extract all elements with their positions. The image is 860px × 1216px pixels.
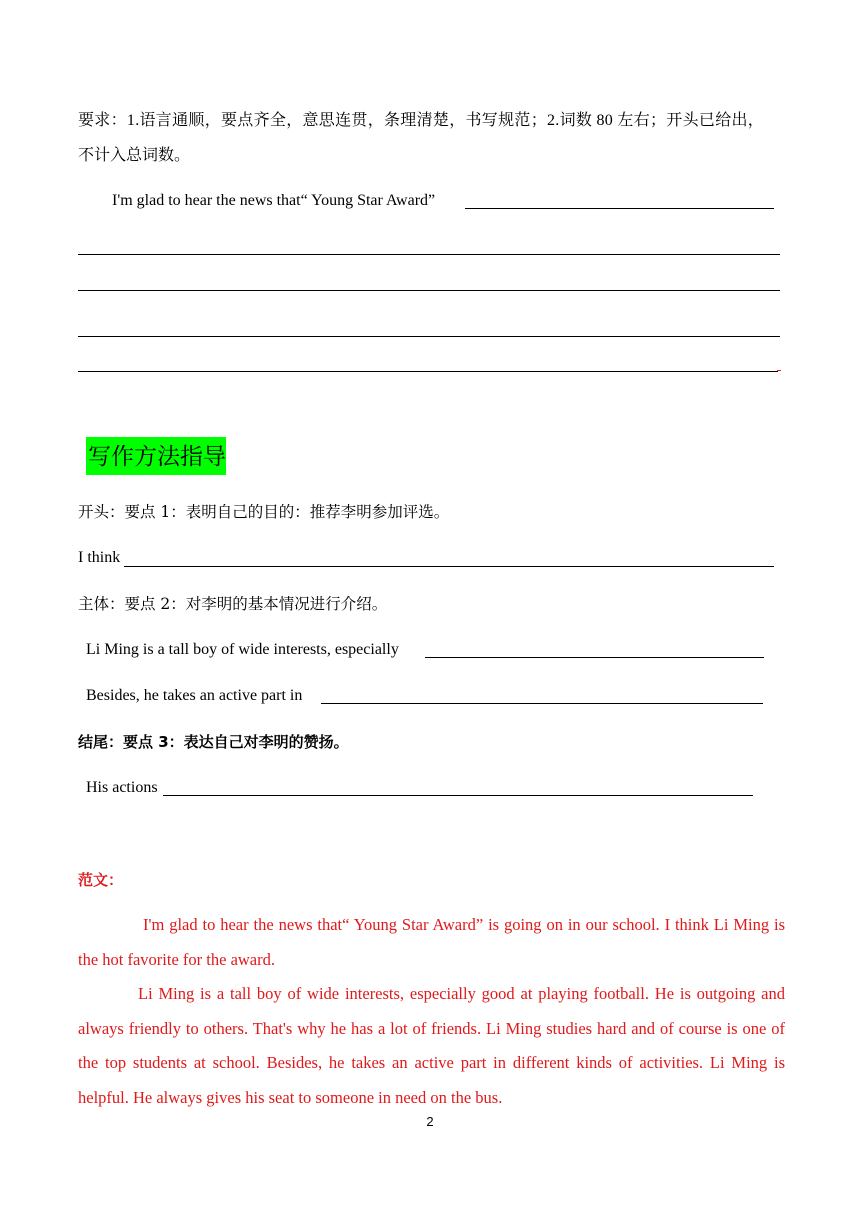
body-prompt-2: Besides, he takes an active part in (86, 687, 303, 704)
page-number: 2 (426, 1114, 434, 1129)
ending-prompt: His actions (86, 779, 158, 796)
writing-blank-3[interactable] (78, 290, 780, 291)
opening-label: 开头：要点 1：表明自己的目的：推荐李明参加评选。 (78, 503, 450, 521)
writing-start-text: I'm glad to hear the news that“ Young Star Award” (112, 192, 436, 209)
method-heading: 写作方法指导 (88, 444, 226, 470)
writing-blank-1[interactable] (465, 208, 774, 209)
red-line-end (777, 370, 781, 371)
sample-paragraph-1: I'm glad to hear the news that“ Young Star Award” is going on in our school. I think Li Ming is the hot favorite for the award. (78, 915, 785, 969)
writing-blank-5[interactable] (78, 371, 778, 372)
requirements-line-1: 要求：1.语言通顺，要点齐全，意思连贯，条理清楚，书写规范；2.词数 80 左右；开头已给出， (78, 112, 765, 129)
requirements-line-2: 不计入总词数。 (78, 147, 191, 164)
body-blank-1[interactable] (425, 657, 764, 658)
writing-blank-2[interactable] (78, 254, 780, 255)
body-blank-2[interactable] (321, 703, 763, 704)
ending-blank[interactable] (163, 795, 753, 796)
ending-label: 结尾：要点 3：表达自己对李明的赞扬。 (78, 733, 349, 751)
sample-paragraph-2: Li Ming is a tall boy of wide interests, especially good at playing football. He is outgoing and always friendly to others. That's why he has a lot of friends. Li Ming studies hard and of course is one of the top students at school. Besides, he takes an active part in different kinds of activities. Li Ming is helpful. He always gives his seat to someone in need on the bus. (78, 984, 785, 1107)
body-prompt-1: Li Ming is a tall boy of wide interests, especially (86, 641, 399, 658)
opening-prompt: I think (78, 549, 121, 566)
sample-label: 范文： (78, 871, 124, 889)
body-label: 主体：要点 2：对李明的基本情况进行介绍。 (78, 595, 388, 613)
opening-blank[interactable] (124, 566, 774, 567)
writing-blank-4[interactable] (78, 336, 780, 337)
